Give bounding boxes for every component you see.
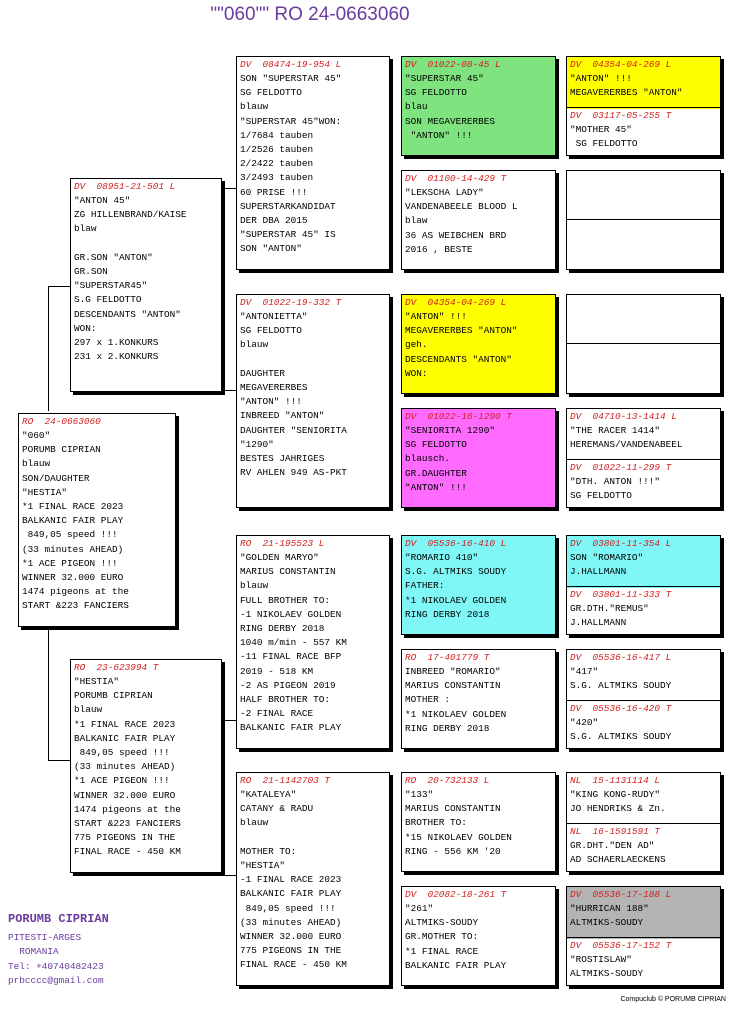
card-line: RING DERBY 2018 <box>405 722 490 734</box>
card-line: JO HENDRIKS & Zn. <box>570 803 666 815</box>
owner-line: PITESTI-ARGES <box>8 932 82 943</box>
card-lines <box>74 675 218 860</box>
connector-line <box>221 390 237 391</box>
card-line <box>240 831 386 845</box>
card-lines <box>405 665 552 736</box>
card-line: (33 minutes AHEAD) <box>74 761 176 773</box>
subject-card[interactable] <box>18 413 176 627</box>
card-line: MARIUS CONSTANTIN <box>405 680 501 692</box>
card-line: GR.DTH."REMUS" <box>570 603 649 614</box>
card-line: "HURRICAN 188" <box>570 903 649 914</box>
card-line: "ANTON" !!! <box>570 73 632 84</box>
ring-number: DV 02082-18-261 T <box>405 889 507 900</box>
ring-number: DV 01100-14-429 T <box>405 173 507 184</box>
card-lines <box>405 186 552 257</box>
card-line: "SUPERSTAR45" <box>74 280 148 292</box>
card-line: MARIUS CONSTANTIN <box>405 803 501 815</box>
ring-number: RO 17-401779 T <box>405 652 490 663</box>
g5-pair[interactable] <box>566 56 721 156</box>
card-line: SON MEGAVERERBES <box>405 115 496 127</box>
ring-number: DV 03801-11-354 L <box>570 538 672 549</box>
card-line: WINNER 32.000 EURO <box>22 572 124 584</box>
card-line: "ANTON" !!! <box>240 396 302 408</box>
card-line: BALKANIC FAIR PLAY <box>405 959 507 971</box>
owner-info <box>8 912 109 989</box>
card-line: BALKANIC FAIR PLAY <box>240 722 342 734</box>
card-line: GR.DAUGHTER <box>405 467 467 479</box>
card-line: "ROSTISLAW" <box>570 954 632 965</box>
ring-number: RO 23-623994 T <box>74 662 159 673</box>
ring-number: DV 05536-17-188 L <box>570 889 672 900</box>
card-lines <box>240 788 386 973</box>
card-line: -1 NIKOLAEV GOLDEN <box>240 608 342 620</box>
card-line: RING - 556 KM '20 <box>405 845 501 857</box>
card-line: SG FELDOTTO <box>240 87 302 99</box>
card-line: AD SCHAERLAECKENS <box>570 854 666 866</box>
card-line: "ANTONIETTA" <box>240 311 308 322</box>
g5-pair[interactable] <box>566 772 721 872</box>
card-line: "420" <box>570 717 599 728</box>
card-line: MEGAVERERBES "ANTON" <box>570 87 683 99</box>
card-lines <box>570 475 717 503</box>
card-line: START &223 FANCIERS <box>74 818 181 830</box>
dds-card[interactable] <box>401 772 556 872</box>
card-line: (33 minutes AHEAD) <box>240 916 342 928</box>
g5-pair[interactable] <box>566 535 721 635</box>
card-line: blausch. <box>405 453 451 465</box>
ring-number: DV 08951-21-501 L <box>74 181 176 192</box>
ring-number: NL 16-1591591 T <box>570 826 661 837</box>
card-line: "ANTON" !!! <box>405 311 467 322</box>
card-line: *1 FINAL RACE 2023 <box>74 718 176 730</box>
card-line: "THE RACER 1414" <box>570 425 661 436</box>
card-line: blau <box>405 101 428 113</box>
card-line: "133" <box>405 789 434 800</box>
card-line: SUPERSTARKANDIDAT <box>240 200 336 212</box>
card-lines <box>570 123 717 151</box>
card-line: "HESTIA" <box>22 486 68 498</box>
card-line: RING DERBY 2018 <box>405 608 490 620</box>
card-line: 1/7684 tauben <box>240 129 314 141</box>
card-line: "MOTHER 45" <box>570 124 632 135</box>
card-line: BALKANIC FAIR PLAY <box>74 732 176 744</box>
card-line: S.G. ALTMIKS SOUDY <box>570 680 672 692</box>
g5-pair[interactable] <box>566 886 721 986</box>
card-lines <box>405 788 552 859</box>
card-line: "KING KONG-RUDY" <box>570 789 661 800</box>
ring-number: RO 20-732133 L <box>405 775 490 786</box>
card-line: MOTHER TO: <box>240 845 297 857</box>
card-line: GR.SON "ANTON" <box>74 251 153 263</box>
card-line: RV AHLEN 949 AS-PKT <box>240 467 347 479</box>
card-line: blauw <box>22 458 51 470</box>
card-line: 231 x 2.KONKURS <box>74 351 159 363</box>
card-line: SON "ROMARIO" <box>570 552 644 563</box>
card-line: 849,05 speed !!! <box>22 529 118 541</box>
card-line: -2 AS PIGEON 2019 <box>240 679 336 691</box>
ssd-card[interactable] <box>401 170 556 270</box>
card-line: PORUMB CIPRIAN <box>22 444 101 456</box>
ring-number: DV 01022-19-332 T <box>240 297 342 308</box>
card-line: SON "ANTON" <box>240 243 302 255</box>
card-line: S.G. ALTMIKS SOUDY <box>570 731 672 743</box>
card-line: DESCENDANTS "ANTON" <box>405 353 512 365</box>
card-line: BALKANIC FAIR PLAY <box>240 888 342 900</box>
card-line: MEGAVERERBES "ANTON" <box>405 325 518 337</box>
card-line: FATHER: <box>405 580 445 592</box>
card-line: *1 ACE PIGEON !!! <box>74 775 170 787</box>
card-line: blauw <box>74 704 103 716</box>
dss-card[interactable] <box>401 535 556 635</box>
card-line: HEREMANS/VANDENABEEL <box>570 439 683 451</box>
card-line: "LEKSCHA LADY" <box>405 187 484 198</box>
card-line: S.G. ALTMIKS SOUDY <box>405 566 507 578</box>
card-line: DER DBA 2015 <box>240 215 308 227</box>
sss-card[interactable] <box>401 56 556 156</box>
card-line: *15 NIKOLAEV GOLDEN <box>405 831 512 843</box>
card-lines <box>240 72 386 257</box>
card-line: *1 FINAL RACE <box>405 945 479 957</box>
card-line: 849,05 speed !!! <box>240 902 336 914</box>
ring-number: DV 05536-16-420 T <box>570 703 672 714</box>
card-line: FINAL RACE - 450 KM <box>74 846 181 858</box>
card-line: ALTMIKS-SOUDY <box>570 917 644 929</box>
connector-line <box>48 286 49 411</box>
card-line: 775 PIGEONS IN THE <box>74 832 176 844</box>
card-line: VANDENABEELE BLOOD L <box>405 201 518 213</box>
card-line: 1040 m/min - 557 KM <box>240 637 347 649</box>
card-line: BROTHER TO: <box>405 817 467 829</box>
card-line: "SUPERSTAR 45" <box>405 73 484 84</box>
dsd-card[interactable] <box>401 649 556 749</box>
g5-pair[interactable] <box>566 408 721 508</box>
card-lines <box>405 551 552 622</box>
card-line: SON "SUPERSTAR 45" <box>240 73 342 84</box>
card-line: "KATALEYA" <box>240 789 297 800</box>
connector-line <box>221 875 237 876</box>
ring-number: RO 21-195523 L <box>240 538 325 549</box>
card-line: "GOLDEN MARYO" <box>240 552 319 563</box>
card-line: WON: <box>74 322 97 334</box>
card-line: INBREED "ANTON" <box>240 410 325 422</box>
ring-number: DV 04354-04-269 L <box>405 297 507 308</box>
card-line: S.G FELDOTTO <box>74 294 142 306</box>
sire-sire-card[interactable] <box>236 56 390 270</box>
card-line: 2/2422 tauben <box>240 158 314 170</box>
sire-dam-card[interactable] <box>236 294 390 508</box>
ring-number: DV 04354-04-269 L <box>570 59 672 70</box>
owner-name: PORUMB CIPRIAN <box>8 912 109 926</box>
card-line: SG FELDOTTO <box>240 325 302 337</box>
card-line: HALF BROTHER TO: <box>240 694 331 706</box>
card-line: *1 ACE PIGEON !!! <box>22 557 118 569</box>
card-line: 1474 pigeons at the <box>74 803 181 815</box>
card-line: "SUPERSTAR 45"WON: <box>240 115 342 127</box>
sds-card[interactable] <box>401 294 556 394</box>
sdd-card[interactable] <box>401 408 556 508</box>
connector-line <box>48 760 70 761</box>
card-line: blaw <box>74 223 97 235</box>
card-line: 297 x 1.KONKURS <box>74 337 159 349</box>
card-line: 1/2526 tauben <box>240 144 314 156</box>
card-line: WINNER 32.000 EURO <box>240 931 342 943</box>
card-line: 60 PRISE !!! <box>240 186 308 198</box>
ring-number: DV 01022-11-299 T <box>570 462 672 473</box>
card-line: "261" <box>405 903 434 914</box>
card-line: FINAL RACE - 450 KM <box>240 959 347 971</box>
card-lines <box>74 194 218 364</box>
card-lines <box>570 716 717 744</box>
card-line: blauw <box>240 580 269 592</box>
card-line: GR.DHT."DEN AD" <box>570 840 655 851</box>
card-line: MEGAVERERBES <box>240 382 308 394</box>
card-lines <box>570 839 717 867</box>
ddd-card[interactable] <box>401 886 556 986</box>
card-line: GR.MOTHER TO: <box>405 931 479 943</box>
card-line: 849,05 speed !!! <box>74 747 170 759</box>
g5-pair-empty[interactable] <box>566 294 721 394</box>
card-line: CATANY & RADU <box>240 803 314 815</box>
card-line: FULL BROTHER TO: <box>240 594 331 606</box>
card-line: "ANTON 45" <box>74 195 131 206</box>
card-line <box>240 353 386 367</box>
card-line: "SUPERSTAR 45" IS <box>240 229 336 241</box>
dam-card[interactable] <box>70 659 222 873</box>
connector-line <box>48 628 49 760</box>
card-lines <box>405 424 552 495</box>
card-line: SG FELDOTTO <box>405 439 467 451</box>
ring-number: DV 03801-11-333 T <box>570 589 672 600</box>
card-line: 3/2493 tauben <box>240 172 314 184</box>
card-line: J.HALLMANN <box>570 566 627 578</box>
card-line: "ROMARIO 410" <box>405 552 479 563</box>
card-line: "1290" <box>240 438 274 450</box>
sire-card[interactable] <box>70 178 222 392</box>
card-line: RING DERBY 2018 <box>240 623 325 635</box>
card-line: 775 PIGEONS IN THE <box>240 945 342 957</box>
card-lines <box>22 429 172 614</box>
ring-number: RO 24-0663060 <box>22 416 101 427</box>
card-lines <box>405 310 552 381</box>
card-line: GR.SON <box>74 266 108 278</box>
card-line: "060" <box>22 430 51 441</box>
owner-phone: Tel: +40740482423 <box>8 960 104 972</box>
card-line: WINNER 32.000 EURO <box>74 789 176 801</box>
ring-number: DV 01022-16-1290 T <box>405 411 512 422</box>
card-line: *1 FINAL RACE 2023 <box>22 501 124 513</box>
card-lines <box>405 72 552 143</box>
card-line: SG FELDOTTO <box>405 87 467 99</box>
card-line: SG FELDOTTO <box>570 138 638 150</box>
g5-pair-empty[interactable] <box>566 170 721 270</box>
card-line: "HESTIA" <box>240 860 286 872</box>
card-line: geh. <box>405 339 428 351</box>
card-line: -11 FINAL RACE BFP <box>240 651 342 663</box>
card-lines <box>240 551 386 736</box>
card-lines <box>570 72 717 100</box>
card-line: 1474 pigeons at the <box>22 586 129 598</box>
connector-line <box>221 188 237 189</box>
card-lines <box>570 551 717 579</box>
ring-number: DV 05536-16-417 L <box>570 652 672 663</box>
card-lines <box>570 602 717 630</box>
card-lines <box>240 310 386 480</box>
ring-number: DV 05536-17-152 T <box>570 940 672 951</box>
card-lines <box>570 788 717 816</box>
card-line: INBREED "ROMARIO" <box>405 666 501 677</box>
card-line: "417" <box>570 666 599 677</box>
card-line: DAUGHTER "SENIORITA <box>240 424 347 436</box>
card-line: J.HALLMANN <box>570 617 627 629</box>
card-line: blauw <box>240 339 269 351</box>
ring-number: DV 01022-08-45 L <box>405 59 501 70</box>
page-title: ""060"" RO 24-0663060 <box>210 4 410 25</box>
card-line: blaw <box>405 215 428 227</box>
ring-number: DV 08474-19-954 L <box>240 59 342 70</box>
connector-line <box>221 720 237 721</box>
card-line: -1 FINAL RACE 2023 <box>240 874 342 886</box>
ring-number: RO 21-1142703 T <box>240 775 331 786</box>
owner-email[interactable]: prbcccc@gmail.com <box>8 975 104 987</box>
card-lines <box>570 424 717 452</box>
card-line: 2016 , BESTE <box>405 243 473 255</box>
dam-sire-card[interactable] <box>236 535 390 749</box>
card-line: "DTH. ANTON !!!" <box>570 476 661 487</box>
card-line: BESTES JAHRIGES <box>240 453 325 465</box>
card-lines <box>570 665 717 693</box>
card-line: "ANTON" !!! <box>405 129 473 141</box>
card-line: ALTMIKS-SOUDY <box>405 917 479 929</box>
ring-number: DV 03117-05-255 T <box>570 110 672 121</box>
card-line: "SENIORITA 1290" <box>405 425 496 436</box>
g5-pair[interactable] <box>566 649 721 749</box>
card-line: blauw <box>240 101 269 113</box>
owner-line: ROMANIA <box>8 946 59 958</box>
ring-number: DV 05536-16-410 L <box>405 538 507 549</box>
card-line: DESCENDANTS "ANTON" <box>74 308 181 320</box>
card-lines <box>570 953 717 981</box>
ring-number: NL 15-1131114 L <box>570 775 661 786</box>
card-line: DAUGHTER <box>240 367 286 379</box>
card-line: SG FELDOTTO <box>570 490 632 502</box>
connector-line <box>48 286 70 287</box>
card-line: WON: <box>405 367 428 379</box>
card-lines <box>405 902 552 973</box>
card-line: -2 FINAL RACE <box>240 708 314 720</box>
card-line <box>74 237 218 251</box>
card-line: ZG HILLENBRAND/KAISE <box>74 209 187 221</box>
card-line: START &223 FANCIERS <box>22 600 129 612</box>
card-line: MARIUS CONSTANTIN <box>240 566 336 578</box>
dam-dam-card[interactable] <box>236 772 390 986</box>
card-line: *1 NIKOLAEV GOLDEN <box>405 594 507 606</box>
card-line: ALTMIKS-SOUDY <box>570 968 644 980</box>
card-line: "HESTIA" <box>74 676 120 687</box>
ring-number: DV 04710-13-1414 L <box>570 411 677 422</box>
card-line: (33 minutes AHEAD) <box>22 543 124 555</box>
card-line: 2019 - 518 KM <box>240 665 314 677</box>
card-line: *1 NIKOLAEV GOLDEN <box>405 708 507 720</box>
card-line: "ANTON" !!! <box>405 481 467 493</box>
card-line: MOTHER : <box>405 694 451 706</box>
card-line: PORUMB CIPRIAN <box>74 690 153 702</box>
card-line: 36 AS WEIBCHEN BRD <box>405 229 507 241</box>
footer-credit: Compuclub © PORUMB CIPRIAN <box>620 996 726 1003</box>
card-line: blauw <box>240 817 269 829</box>
card-lines <box>570 902 717 930</box>
card-line: BALKANIC FAIR PLAY <box>22 515 124 527</box>
card-line: SON/DAUGHTER <box>22 472 90 484</box>
